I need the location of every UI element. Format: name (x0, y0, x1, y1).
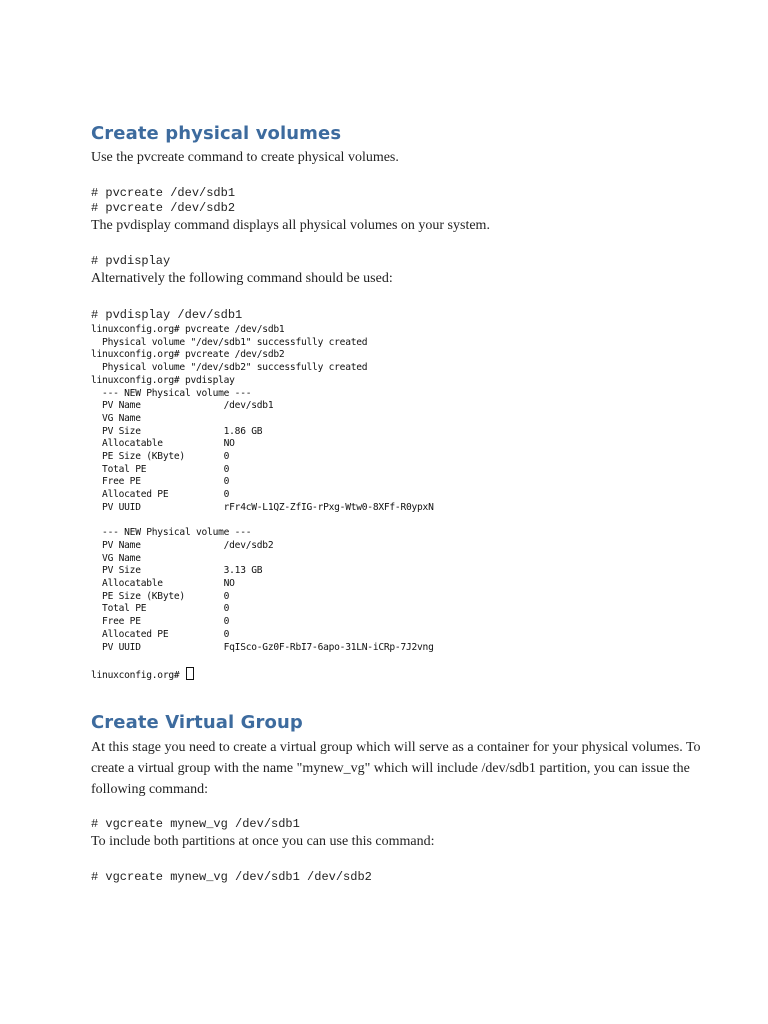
pvcreate-intro-text: Use the pvcreate command to create physical volumes. (91, 150, 399, 165)
terminal-line: PE Size (KByte) 0 (91, 451, 230, 463)
terminal-line: linuxconfig.org# pvcreate /dev/sdb1 (91, 324, 285, 335)
pvdisplay-command: # pvdisplay (91, 254, 171, 268)
vgcreate-single-command: # vgcreate mynew_vg /dev/sdb1 (91, 817, 300, 831)
terminal-line: Free PE 0 (91, 616, 230, 628)
both-partitions-text: To include both partitions at once you can use this command: (91, 834, 435, 849)
terminal-line: Total PE 0 (91, 603, 230, 615)
alternative-command-text: Alternatively the following command should be used: (91, 271, 393, 286)
terminal-line: --- NEW Physical volume --- (91, 527, 252, 539)
terminal-line: Physical volume "/dev/sdb1" successfully created (91, 336, 368, 348)
terminal-line: --- NEW Physical volume --- (91, 387, 252, 399)
vgcreate-intro-paragraph: At this stage you need to create a virtual group which will serve as a container for your physical volumes. To create a virtual group with the name "mynew_vg" which will include /dev/sdb1 partition, you can issue the following command: (91, 740, 701, 797)
terminal-output-screenshot (91, 324, 434, 683)
terminal-prompt-line (91, 667, 434, 683)
terminal-line: Physical volume "/dev/sdb2" successfully created (91, 362, 368, 374)
terminal-line: Allocatable NO (91, 578, 235, 590)
terminal-line: PE Size (KByte) 0 (91, 590, 230, 602)
terminal-line: Total PE 0 (91, 463, 230, 475)
terminal-line: PV Name /dev/sdb1 (91, 400, 274, 412)
terminal-line: VG Name (91, 552, 141, 564)
vgcreate-both-command: # vgcreate mynew_vg /dev/sdb1 /dev/sdb2 (91, 870, 372, 884)
terminal-line: linuxconfig.org# pvdisplay (91, 374, 235, 386)
terminal-line: Allocatable NO (91, 438, 235, 450)
terminal-prompt: linuxconfig.org# (91, 669, 185, 681)
terminal-line: linuxconfig.org# pvcreate /dev/sdb2 (91, 349, 285, 361)
terminal-line: Free PE 0 (91, 476, 230, 488)
terminal-cursor-icon (186, 667, 194, 680)
pvcreate-sdb1-command: # pvcreate /dev/sdb1 (91, 186, 236, 200)
pvdisplay-sdb1-command: # pvdisplay /dev/sdb1 (91, 308, 243, 322)
terminal-line: PV UUID rFr4cW-L1QZ-ZfIG-rPxg-Wtw0-8XFf-R0ypxN (91, 501, 434, 513)
terminal-line: PV Size 1.86 GB (91, 425, 263, 437)
section-heading-physical-volumes: Create physical volumes (91, 123, 342, 144)
terminal-line: Allocated PE 0 (91, 489, 230, 501)
section-heading-virtual-group: Create Virtual Group (91, 712, 303, 733)
terminal-line: PV Size 3.13 GB (91, 565, 263, 577)
terminal-output-lines (91, 324, 434, 667)
pvdisplay-description-text: The pvdisplay command displays all physical volumes on your system. (91, 218, 490, 233)
terminal-line: PV Name /dev/sdb2 (91, 539, 274, 551)
terminal-line: VG Name (91, 412, 141, 424)
terminal-line: PV UUID FqISco-Gz0F-RbI7-6apo-31LN-iCRp-7J2vng (91, 641, 434, 653)
terminal-line: Allocated PE 0 (91, 628, 230, 640)
pvcreate-sdb2-command: # pvcreate /dev/sdb2 (91, 201, 236, 215)
